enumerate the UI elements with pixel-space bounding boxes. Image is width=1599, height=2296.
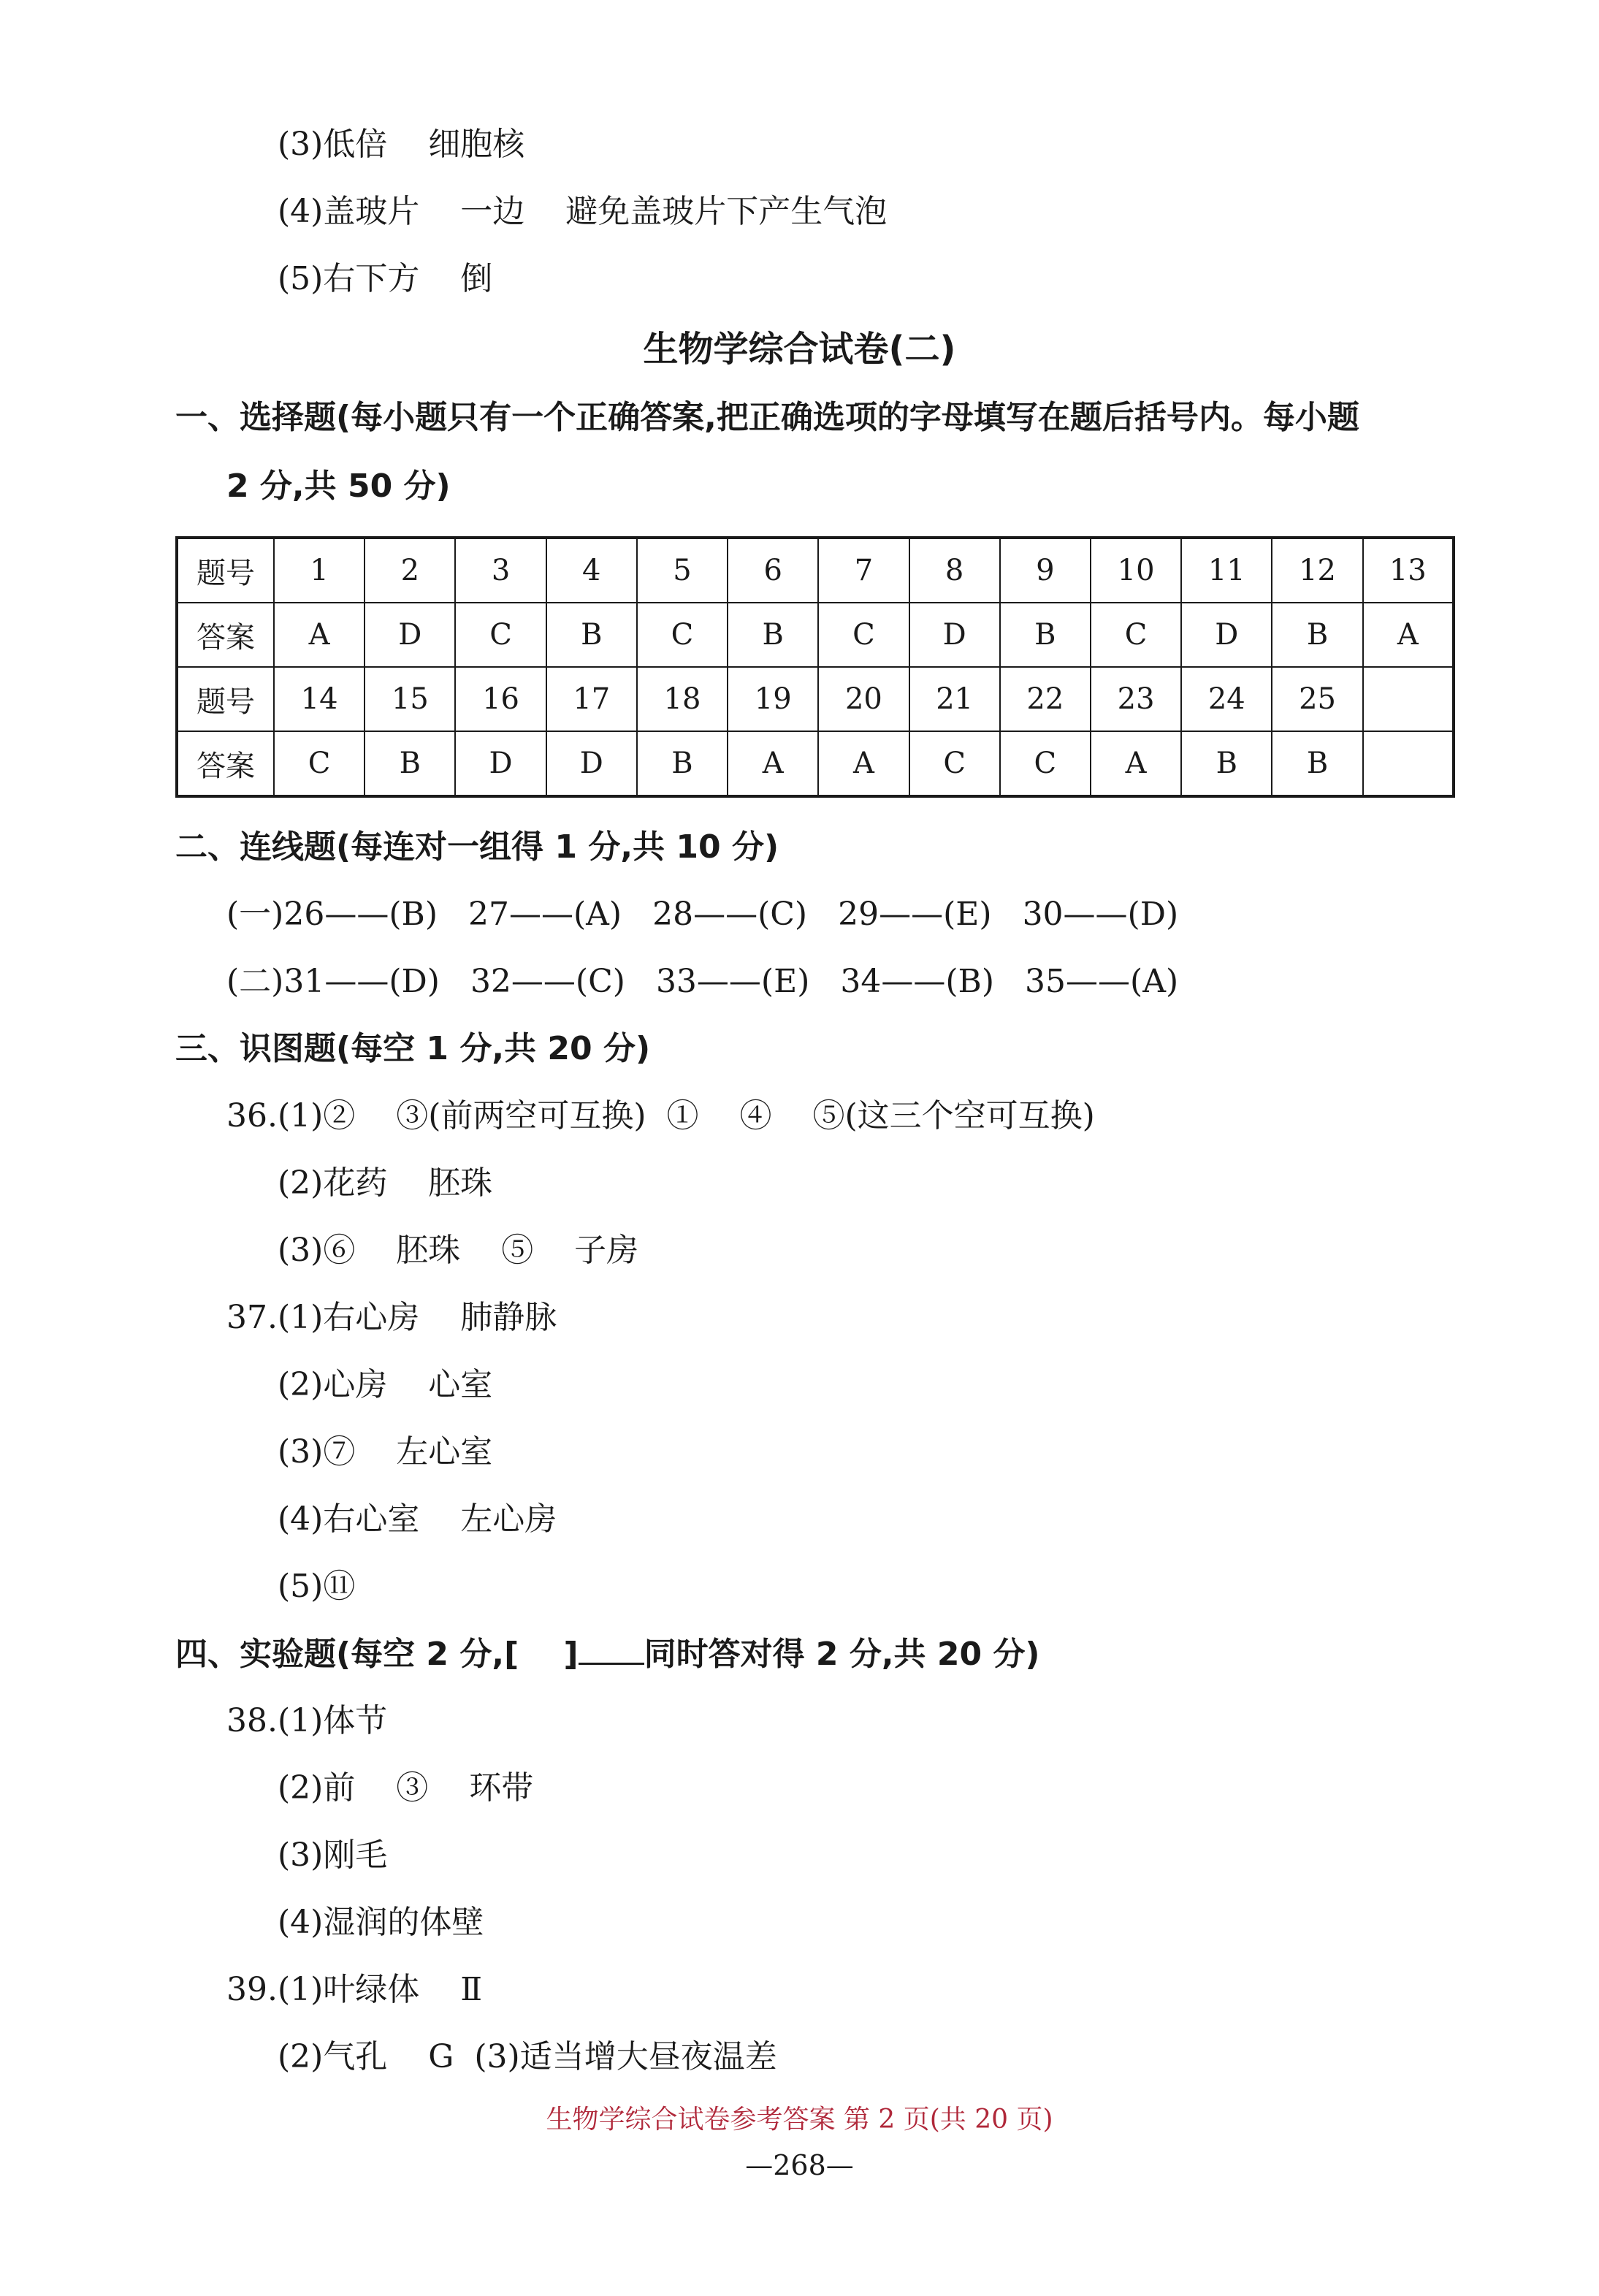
table-cell: A (1091, 731, 1181, 796)
answer-37-2: (2)心房 心室 (278, 1366, 493, 1403)
table-cell-empty (1363, 667, 1454, 731)
table-cell: A (274, 603, 365, 667)
section3-heading: 三、识图题(每空 1 分,共 20 分) (175, 1030, 651, 1067)
answer-38-1: 38.(1)体节 (226, 1702, 388, 1739)
table-cell: 9 (1000, 538, 1091, 603)
row-label: 题号 (177, 667, 274, 731)
table-cell: 23 (1091, 667, 1181, 731)
table-cell: 19 (728, 667, 818, 731)
answer-39-2: (2)气孔 G (3)适当增大昼夜温差 (278, 2038, 777, 2075)
table-cell: C (637, 603, 728, 667)
table-cell: 15 (365, 667, 455, 731)
table-cell: 12 (1272, 538, 1362, 603)
match-pair: 34——(B) (840, 963, 995, 1000)
answer-36-1: 36.(1)② ③(前两空可互换) ① ④ ⑤(这三个空可互换) (226, 1097, 1095, 1134)
table-cell: 14 (274, 667, 365, 731)
table-cell: 24 (1181, 667, 1272, 731)
matching-line-1 (226, 894, 1178, 935)
table-cell: D (455, 731, 546, 796)
table-cell: B (1000, 603, 1091, 667)
table-cell: B (728, 603, 818, 667)
answer-37-4: (4)右心室 左心房 (278, 1500, 557, 1538)
answer-39-1: 39.(1)叶绿体 Ⅱ (226, 1971, 483, 2008)
answer-table (175, 536, 1455, 798)
page-number: —268— (745, 2149, 854, 2181)
answer-36-2: (2)花药 胚珠 (278, 1164, 493, 1202)
table-cell: C (1091, 603, 1181, 667)
section4-heading (175, 1633, 1040, 1675)
table-cell: B (546, 603, 637, 667)
table-cell: B (1181, 731, 1272, 796)
table-cell: C (274, 731, 365, 796)
answer-line-prev-4: (4)盖玻片 一边 避免盖玻片下产生气泡 (278, 193, 888, 230)
table-cell: 13 (1363, 538, 1454, 603)
section2-heading: 二、连线题(每连对一组得 1 分,共 10 分) (175, 828, 779, 866)
table-cell: 8 (909, 538, 1000, 603)
table-cell: B (637, 731, 728, 796)
table-cell: 7 (818, 538, 909, 603)
table-cell: D (546, 731, 637, 796)
match-pair: 28——(C) (652, 896, 808, 933)
match-pair: (二)31——(D) (226, 963, 440, 1000)
table-cell: 18 (637, 667, 728, 731)
table-cell: D (1181, 603, 1272, 667)
fill-blank (579, 1633, 644, 1665)
table-cell: D (365, 603, 455, 667)
answer-37-5: (5)⑪ (278, 1568, 356, 1605)
table-cell: 22 (1000, 667, 1091, 731)
match-pair: 33——(E) (655, 963, 810, 1000)
match-pair: 27——(A) (468, 896, 622, 933)
match-pair: 30——(D) (1022, 896, 1179, 933)
exam-title: 生物学综合试卷(二) (643, 329, 956, 370)
table-cell: 4 (546, 538, 637, 603)
table-cell: 6 (728, 538, 818, 603)
section4-heading-part: 同时答对得 2 分,共 20 分) (644, 1636, 1040, 1673)
answer-line-prev-5: (5)右下方 倒 (278, 260, 493, 297)
table-cell-empty (1363, 731, 1454, 796)
table-cell: C (455, 603, 546, 667)
answer-37-1: 37.(1)右心房 肺静脉 (226, 1299, 557, 1336)
match-pair: 29——(E) (838, 896, 992, 933)
table-cell: A (818, 731, 909, 796)
table-cell: 10 (1091, 538, 1181, 603)
table-row (177, 667, 1454, 731)
table-cell: D (909, 603, 1000, 667)
table-cell: C (909, 731, 1000, 796)
table-row (177, 603, 1454, 667)
table-cell: B (365, 731, 455, 796)
table-cell: 16 (455, 667, 546, 731)
match-pair: 32——(C) (470, 963, 625, 1000)
matching-line-2 (226, 961, 1178, 1002)
answer-38-4: (4)湿润的体壁 (278, 1904, 484, 1941)
answer-36-3: (3)⑥ 胚珠 ⑤ 子房 (278, 1232, 639, 1269)
table-cell: 21 (909, 667, 1000, 731)
table-cell: C (1000, 731, 1091, 796)
section1-heading-cont: 2 分,共 50 分) (226, 468, 451, 505)
table-cell: 1 (274, 538, 365, 603)
table-cell: 20 (818, 667, 909, 731)
match-pair: 35——(A) (1025, 963, 1179, 1000)
footer-caption: 生物学综合试卷参考答案 第 2 页(共 20 页) (546, 2105, 1053, 2135)
match-pair: (一)26——(B) (226, 896, 438, 933)
row-label: 题号 (177, 538, 274, 603)
section1-heading: 一、选择题(每小题只有一个正确答案,把正确选项的字母填写在题后括号内。每小题 (175, 399, 1359, 436)
table-cell: B (1272, 603, 1362, 667)
table-cell: C (818, 603, 909, 667)
answer-38-3: (3)刚毛 (278, 1837, 388, 1874)
table-cell: A (1363, 603, 1454, 667)
table-cell: B (1272, 731, 1362, 796)
table-cell: 17 (546, 667, 637, 731)
table-cell: 3 (455, 538, 546, 603)
row-label: 答案 (177, 731, 274, 796)
answer-37-3: (3)⑦ 左心室 (278, 1433, 493, 1471)
table-cell: 11 (1181, 538, 1272, 603)
answer-38-2: (2)前 ③ 环带 (278, 1769, 534, 1807)
table-row (177, 538, 1454, 603)
table-cell: 25 (1272, 667, 1362, 731)
table-cell: A (728, 731, 818, 796)
table-row (177, 731, 1454, 796)
answer-line-prev-3: (3)低倍 细胞核 (278, 126, 525, 163)
section4-heading-part: 四、实验题(每空 2 分,[ ] (175, 1636, 579, 1673)
table-cell: 2 (365, 538, 455, 603)
row-label: 答案 (177, 603, 274, 667)
table-cell: 5 (637, 538, 728, 603)
